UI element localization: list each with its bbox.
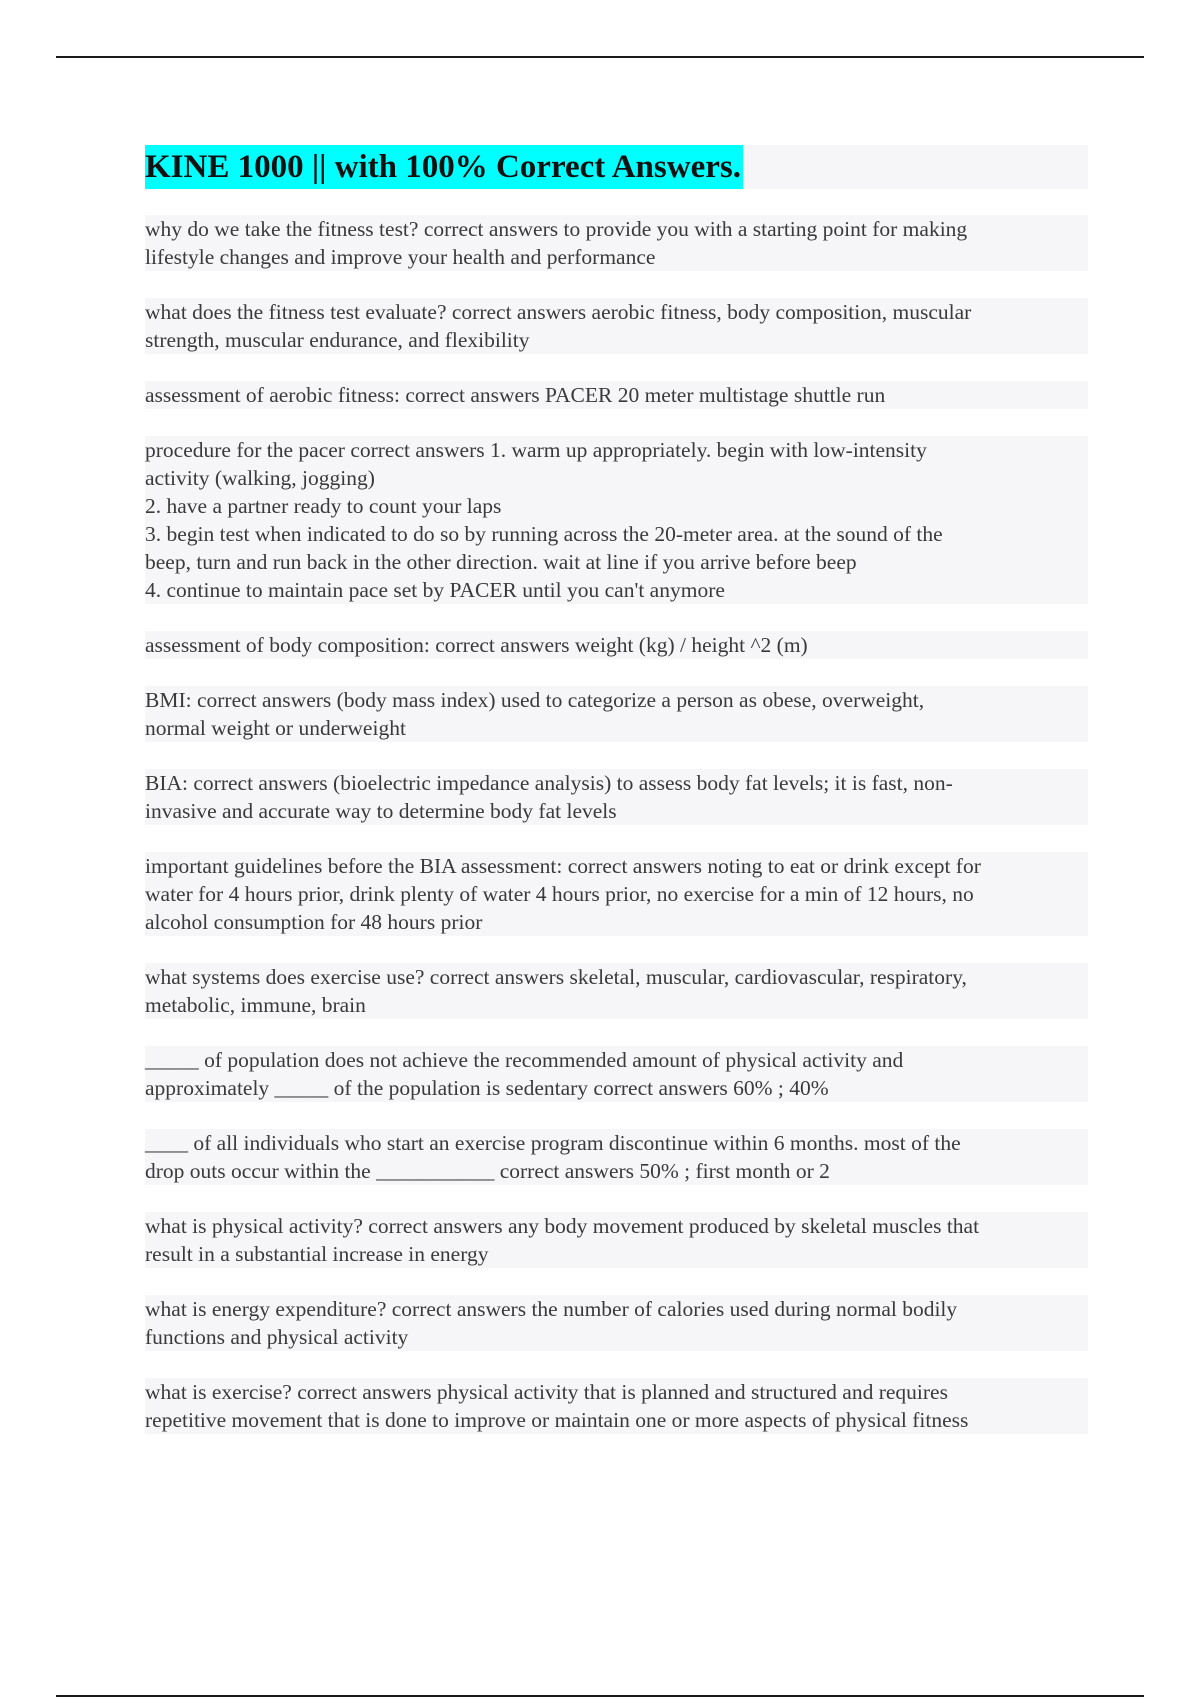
qa-item <box>145 686 1088 742</box>
qa-line: alcohol consumption for 48 hours prior <box>145 908 1088 936</box>
qa-line: activity (walking, jogging) <box>145 464 1088 492</box>
qa-item <box>145 436 1088 604</box>
qa-line: BIA: correct answers (bioelectric impedance analysis) to assess body fat levels; it is fast, non- <box>145 769 1088 797</box>
qa-item <box>145 963 1088 1019</box>
qa-line: important guidelines before the BIA assessment: correct answers noting to eat or drink except for <box>145 852 1088 880</box>
qa-line: functions and physical activity <box>145 1323 1088 1351</box>
qa-line: lifestyle changes and improve your health and performance <box>145 243 1088 271</box>
qa-line: why do we take the fitness test? correct answers to provide you with a starting point for making <box>145 215 1088 243</box>
qa-line: what systems does exercise use? correct answers skeletal, muscular, cardiovascular, respiratory, <box>145 963 1088 991</box>
qa-item <box>145 769 1088 825</box>
qa-line: repetitive movement that is done to improve or maintain one or more aspects of physical fitness <box>145 1406 1088 1434</box>
document-body <box>145 145 1088 1434</box>
qa-line: 4. continue to maintain pace set by PACER until you can't anymore <box>145 576 1088 604</box>
qa-item <box>145 215 1088 271</box>
bottom-rule <box>56 1695 1144 1697</box>
qa-line: ____ of all individuals who start an exercise program discontinue within 6 months. most of the <box>145 1129 1088 1157</box>
qa-line: strength, muscular endurance, and flexibility <box>145 326 1088 354</box>
qa-list <box>145 215 1088 1434</box>
qa-line: assessment of aerobic fitness: correct answers PACER 20 meter multistage shuttle run <box>145 381 1088 409</box>
qa-line: what does the fitness test evaluate? correct answers aerobic fitness, body composition, muscular <box>145 298 1088 326</box>
top-rule <box>56 56 1144 58</box>
qa-line: drop outs occur within the ___________ correct answers 50% ; first month or 2 <box>145 1157 1088 1185</box>
qa-line: procedure for the pacer correct answers 1. warm up appropriately. begin with low-intensity <box>145 436 1088 464</box>
qa-line: what is exercise? correct answers physical activity that is planned and structured and requires <box>145 1378 1088 1406</box>
qa-item <box>145 1212 1088 1268</box>
qa-item <box>145 1378 1088 1434</box>
qa-line: _____ of population does not achieve the recommended amount of physical activity and <box>145 1046 1088 1074</box>
qa-item <box>145 1295 1088 1351</box>
qa-line: metabolic, immune, brain <box>145 991 1088 1019</box>
qa-item <box>145 298 1088 354</box>
qa-item <box>145 852 1088 936</box>
qa-line: 2. have a partner ready to count your laps <box>145 492 1088 520</box>
qa-item <box>145 631 1088 659</box>
qa-line: invasive and accurate way to determine body fat levels <box>145 797 1088 825</box>
qa-line: normal weight or underweight <box>145 714 1088 742</box>
qa-line: what is physical activity? correct answers any body movement produced by skeletal muscles that <box>145 1212 1088 1240</box>
qa-item <box>145 1046 1088 1102</box>
qa-item <box>145 1129 1088 1185</box>
title-bar <box>145 145 1088 189</box>
qa-line: beep, turn and run back in the other direction. wait at line if you arrive before beep <box>145 548 1088 576</box>
qa-line: 3. begin test when indicated to do so by running across the 20-meter area. at the sound of the <box>145 520 1088 548</box>
qa-line: water for 4 hours prior, drink plenty of water 4 hours prior, no exercise for a min of 12 hours, no <box>145 880 1088 908</box>
document-title: KINE 1000 || with 100% Correct Answers. <box>145 145 743 189</box>
qa-line: assessment of body composition: correct answers weight (kg) / height ^2 (m) <box>145 631 1088 659</box>
qa-line: approximately _____ of the population is sedentary correct answers 60% ; 40% <box>145 1074 1088 1102</box>
qa-line: BMI: correct answers (body mass index) used to categorize a person as obese, overweight, <box>145 686 1088 714</box>
qa-line: result in a substantial increase in energy <box>145 1240 1088 1268</box>
qa-line: what is energy expenditure? correct answers the number of calories used during normal bodily <box>145 1295 1088 1323</box>
qa-item <box>145 381 1088 409</box>
